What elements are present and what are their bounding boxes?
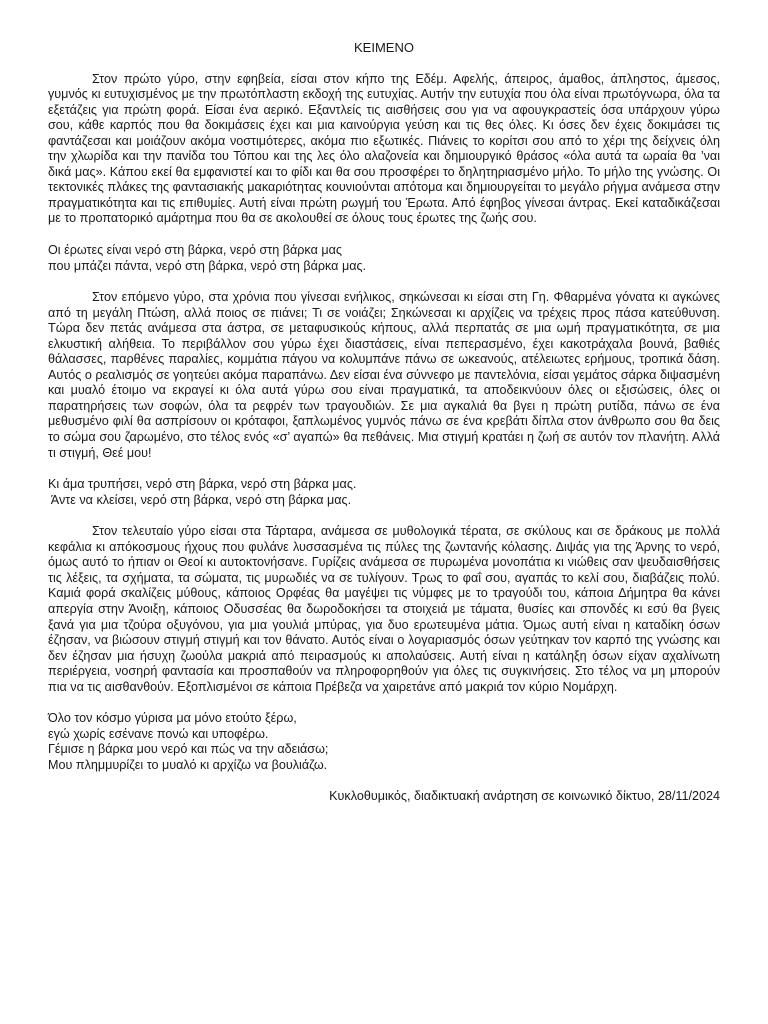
paragraph-next-round: Στον επόμενο γύρο, στα χρόνια που γίνεσαι ενήλικος, σηκώνεσαι κι είσαι στη Γη. Φθαρμένα γόνατα κι αγκώνες από τη μεγάλη Πτώση, αλλά ποιος σε πιάνει; Τι σε νοιάζει; Σηκώνεσαι κι αρχίζεις να τρέχεις προς πάσα κατεύθυνση. Τώρα δεν πετάς ανάμεσα στα άστρα, σε μεταφυσικούς κήπους, αλλά περπατάς σε μια ωμή πραγματικότητα, σε μια ελκυστική αλήθεια. Το περιβάλλον σου γύρω έχει διαστάσεις, είναι πεπερασμένο, έχει κακοτράχαλα βουνά, βαθιές θάλασσες, παρθένες παραλίες, κομμάτια πάγου να κολυμπάνε πάνω σε ωκεανούς, ατέλειωτες ερήμους, τροπικά δάση. Αυτός ο ρεαλισμός σε γοητεύει ακόμα παραπάνω. Δεν είσαι ένα σύννεφο με παντελόνια, είσαι γεμάτος σάρκα διψασμένη και μυαλό έτοιμο να εκραγεί κι όλα αυτά γύρω σου είναι πραγματικά, τα αποδεικνύουν όλες οι εξισώσεις, όλες οι παρατηρήσεις των σοφών, όλα τα ρεφρέν των τραγουδιών. Σε μια αγκαλιά θα βγει η πρώτη ρυτίδα, πάνω σε ένα μεθυσμένο φιλί θα ασπρίσουν οι κρόταφοι, ξαπλωμένος γυμνός πάνω σε ένα κρεβάτι δίπλα στον άνθρωπο σου θα δεις το σώμα σου ζαρωμένο, στο τέλος ενός «σ’ αγαπώ» θα πεθάνεις. Μια στιγμή κρατάει η ζωή σε αυτόν τον πλανήτη. Αλλά τι στιγμή, Θεέ μου!: [48, 290, 720, 460]
paragraph-last-round: Στον τελευταίο γύρο είσαι στα Τάρταρα, ανάμεσα σε μυθολογικά τέρατα, σε σκύλους και σε δράκους με πολλά κεφάλια κι απόκοσμους ήχους που φυλάνε λυσσασμένα τις πύλες της ζωντανής κόλασης. Διψάς για της Άρνης το νερό, όμως αυτό το ήπιαν οι Θεοί κι αυτοκτονήσανε. Γυρίζεις ανάμεσα σε πυρωμένα μονοπάτια κι νιώθεις σαν ψευδαισθήσεις τις λέξεις, τα σχήματα, τα σώματα, τις μυρωδιές να σε τυλίγουν. Τρως το φαΐ σου, αγαπάς το κελί σου, διαβάζεις πολύ. Καμιά φορά σκαλίζεις μύθους, κάποιος Ορφέας θα μαγέψει τις νύμφες με το τραγούδι του, κάποια Δήμητρα θα κάνει απεργία στην Άνοιξη, κάποιος Οδυσσέας θα δωροδοκήσει τα στοιχειά με τάματα, θυσίες και σπονδές κι εσύ θα βγεις ξανά για μια τζούρα οξυγόνου, για μια γουλιά μπύρας, για δυο ερωτευμένα μάτια. Όμως αυτή είναι η καταδίκη όσων έζησαν, να βιώσουν στιγμή στιγμή και τον θάνατο. Αυτός είναι ο λογαριασμός όσων γεύτηκαν τον καρπό της γνώσης και δεν έζησαν μια ήσυχη ζωούλα μακριά από πειρασμούς κι απολαύσεις. Αυτή είναι η κατάληξη όσων είχαν αχαλίνωτη περιέργεια, νοσηρή φαντασία και προσπαθούν να πληροφορηθούν για όλες τις συγκινήσεις. Στο τέλος να μη μπορούν πια να τις αισθανθούν. Εξοπλισμένοι σε κάποια Πρέβεζα να χαιρετάνε από μακριά τον κύριο Νομάρχη.: [48, 524, 720, 694]
verse-line: Γέμισε η βάρκα μου νερό και πώς να την αδειάσω;: [48, 742, 329, 757]
verse-block-2: [48, 477, 720, 508]
verse-line: εγώ χωρίς εσένανε πονώ και υποφέρω.: [48, 726, 269, 741]
source-citation: Κυκλοθυμικός, διαδικτυακή ανάρτηση σε κοινωνικό δίκτυο, 28/11/2024: [329, 789, 720, 804]
verse-block-3: [48, 711, 720, 773]
verse-line: Οι έρωτες είναι νερό στη βάρκα, νερό στη βάρκα μας: [48, 243, 342, 258]
verse-line: Όλο τον κόσμο γύρισα μα μόνο ετούτο ξέρω,: [48, 711, 297, 726]
verse-line: Μου πλημμυρίζει το μυαλό κι αρχίζω να βουλιάζω.: [48, 757, 328, 772]
paragraph-first-round: Στον πρώτο γύρο, στην εφηβεία, είσαι στον κήπο της Εδέμ. Αφελής, άπειρος, άμαθος, άπληστος, άμεσος, γυμνός κι ευτυχισμένος με την πρωτόπλαστη εκδοχή της ευτυχίας. Αυτήν την ευτυχία που όλα είναι πρωτόγνωρα, όλα τα εξετάζεις για πρώτη φορά. Είσαι ένα αερικό. Εξαντλείς τις αισθήσεις σου για να αφουγκραστείς όσα υπάρχουν γύρω σου, κάθε καρπός που θα δοκιμάσεις έχει και μια καινούργια γεύση και τις θες όλες. Κι όσες δεν έχεις δοκιμάσει τις φαντάζεσαι και μοιάζουν ακόμα νοστιμότερες, ακόμα πιο εξωτικές. Πιάνεις το κορίτσι σου από το χέρι της δείχνεις όλη την χλωρίδα και την πανίδα του Τόπου και της λες όλο αλαζονεία και δημιουργικό θράσος «όλα αυτά τα ωραία θα ’ναι δικά μας». Κάπου εκεί θα εμφανιστεί και το φίδι και θα σου προσφέρει το δηλητηριασμένο μήλο. Το μήλο της γνώσης. Οι τεκτονικές πλάκες της φαντασιακής μακαριότητας κουνιούνται απότομα και δημιουργείται το μεγάλο ρήγμα ανάμεσα στην πραγματικότητα και τις επιθυμίες. Αυτή είναι πρώτη ρωγμή του Έρωτα. Από έφηβος γίνεσαι άντρας. Εκεί καταδικάζεσαι με το προπατορικό αμάρτημα που θα σε ακολουθεί σε όλους τους έρωτες της ζωής σου.: [48, 71, 720, 226]
verse-line: Άντε να κλείσει, νερό στη βάρκα, νερό στη βάρκα μας.: [48, 492, 352, 507]
verse-block-1: [48, 243, 720, 274]
verse-line: που μπάζει πάντα, νερό στη βάρκα, νερό στη βάρκα μας.: [48, 258, 367, 273]
document-page: [48, 40, 720, 805]
document-title: ΚΕΙΜΕΝΟ: [354, 40, 414, 55]
verse-line: Κι άμα τρυπήσει, νερό στη βάρκα, νερό στη βάρκα μας.: [48, 477, 357, 492]
